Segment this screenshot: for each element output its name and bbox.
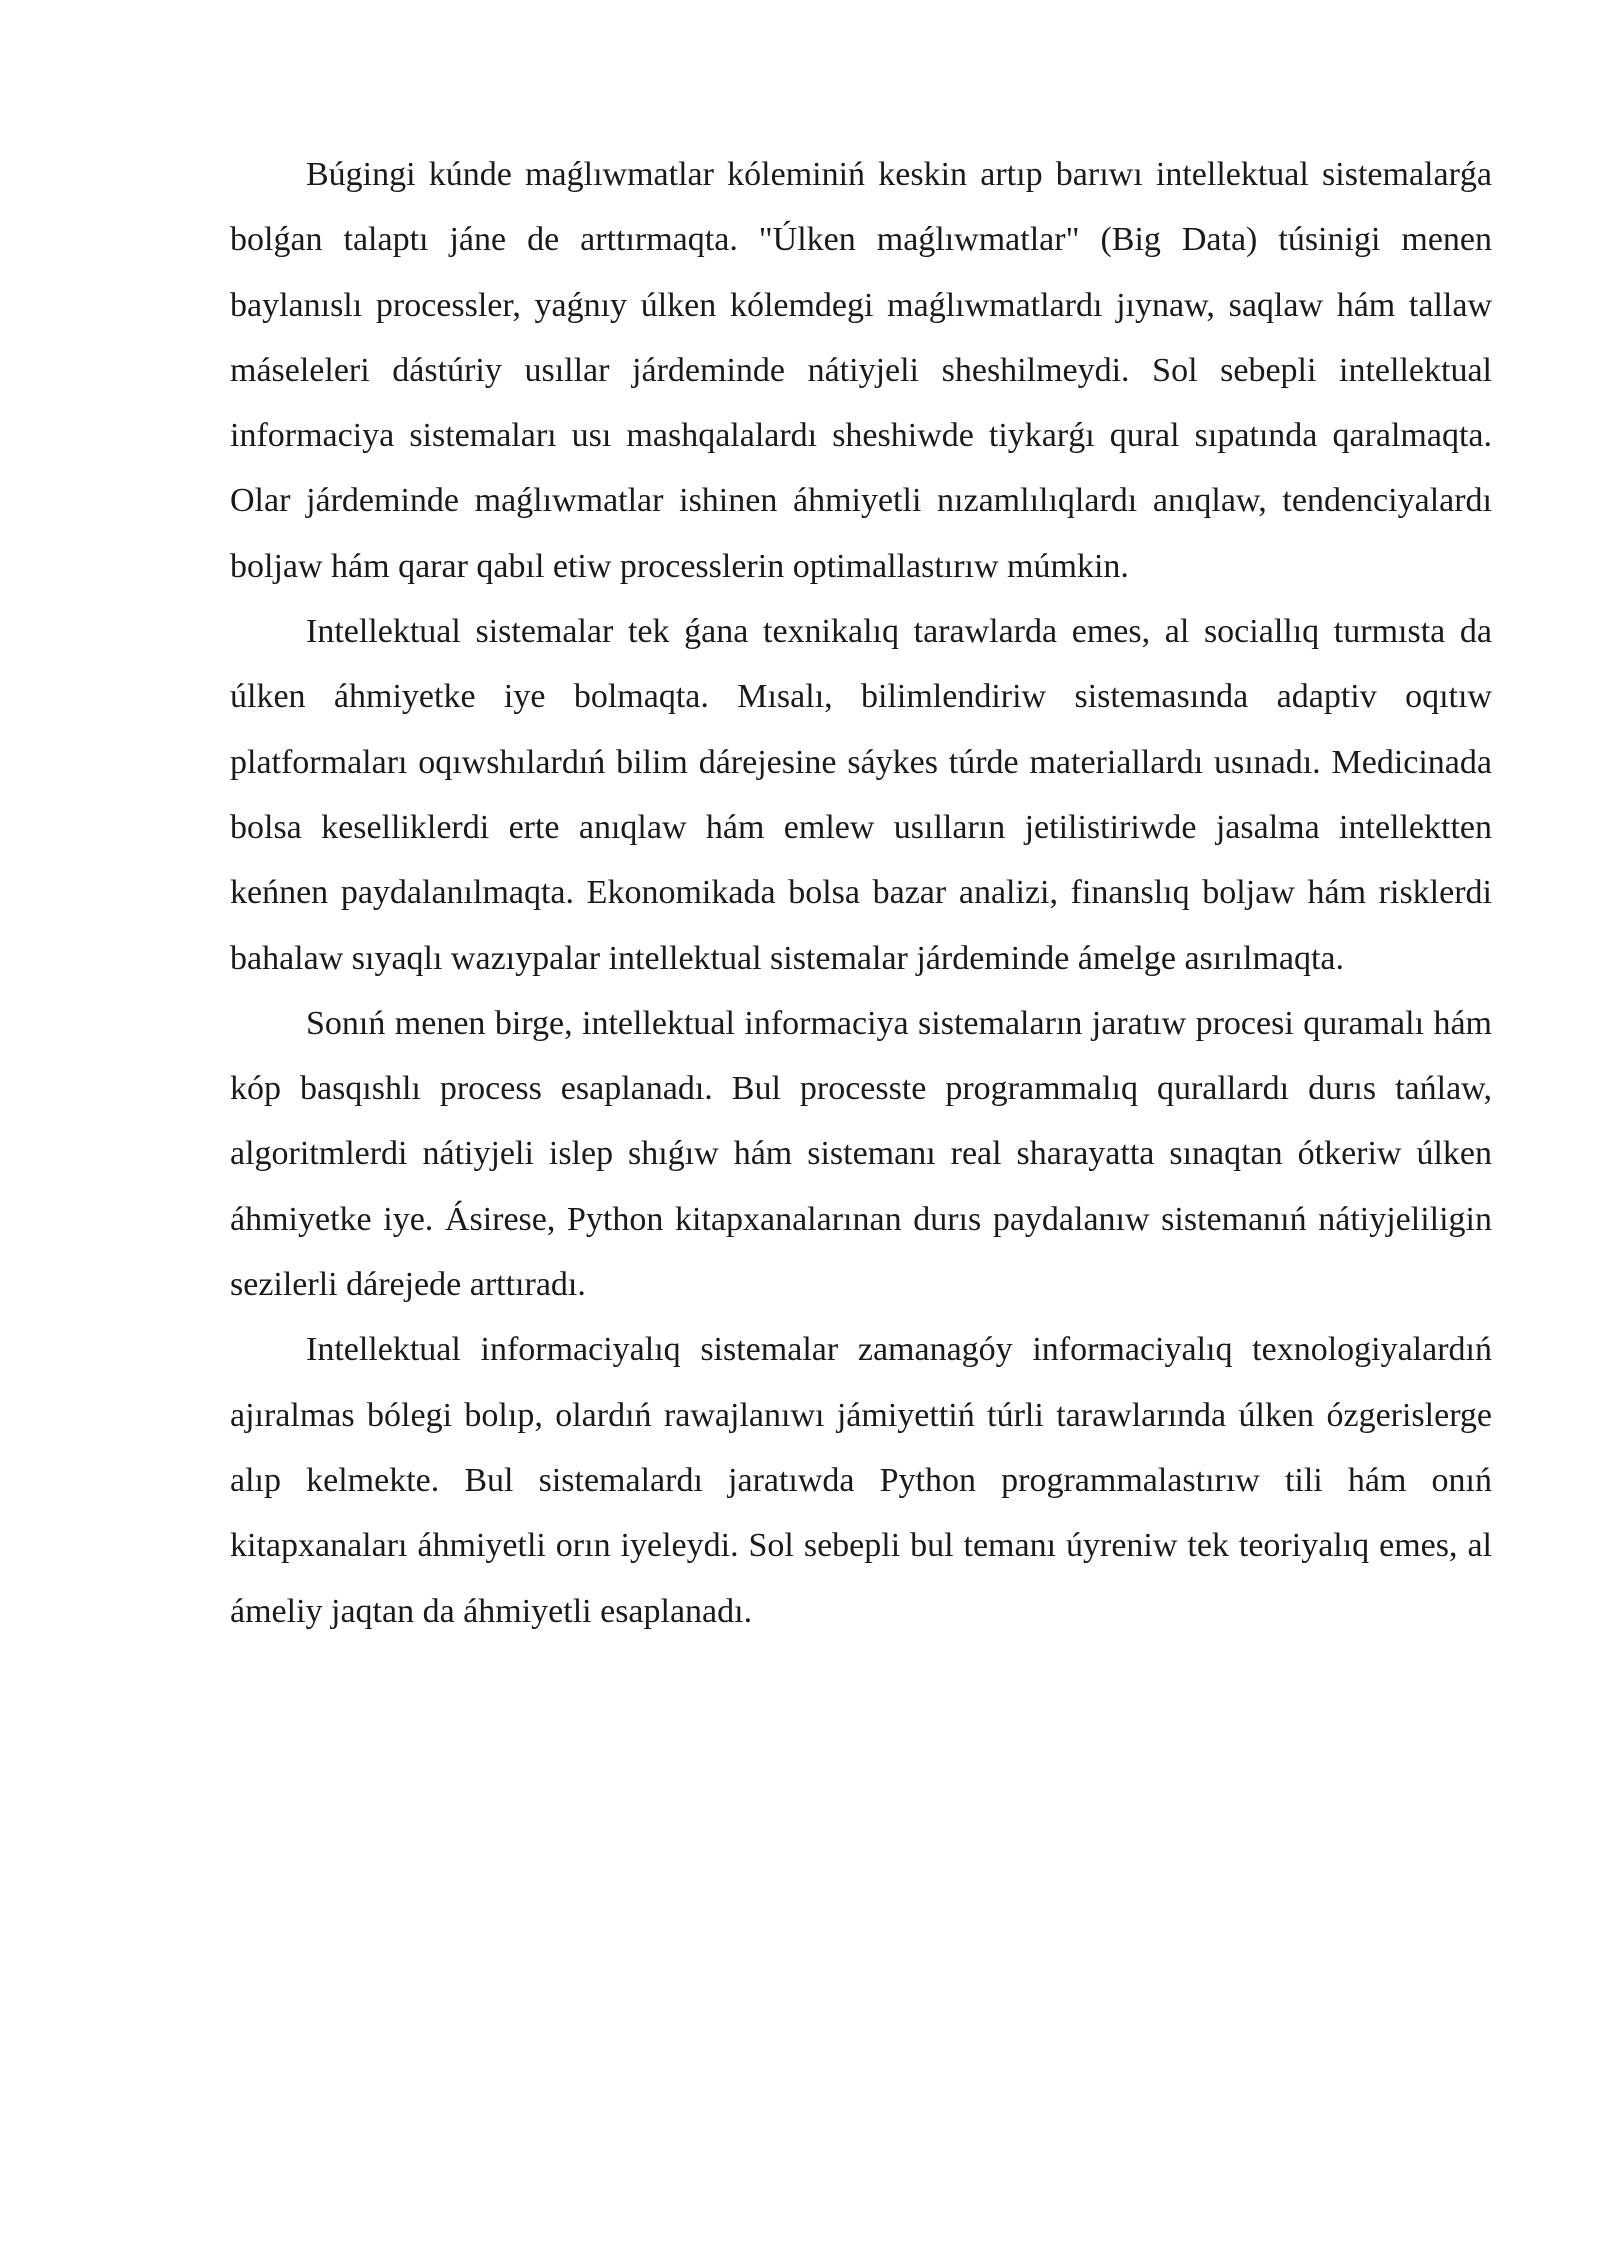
paragraph-2: Intellektual sistemalar tek ǵana texnikalıq tarawlarda emes, al sociallıq turmısta da úlken áhmiyetke iye bolmaqta. Mısalı, bilimlendiriw sistemasında adaptiv oqıtıw platformaları oqıwshılardıń bilim dárejesine sáykes túrde materiallardı usınadı. Medicinada bolsa keselliklerdi erte anıqlaw hám emlew usılların jetilistiriwde jasalma intellektten keńnen paydalanılmaqta. Ekonomikada bolsa bazar analizi, finanslıq boljaw hám risklerdi bahalaw sıyaqlı wazıypalar intellektual sistemalar járdeminde ámelge asırılmaqta. xyxy=(230,613,1492,977)
document-page xyxy=(230,142,1492,1644)
paragraph-4: Intellektual informaciyalıq sistemalar zamanagóy informaciyalıq texnologiyalardıń ajıralmas bólegi bolıp, olardıń rawajlanıwı jámiyettiń túrli tarawlarında úlken ózgerislerge alıp kelmekte. Bul sistemalardı jaratıwda Python programmalastırıw tili hám onıń kitapxanaları áhmiyetli orın iyeleydi. Sol sebepli bul temanı úyreniw tek teoriyalıq emes, al ámeliy jaqtan da áhmiyetli esaplanadı. xyxy=(230,1331,1492,1630)
paragraph-3: Sonıń menen birge, intellektual informaciya sistemaların jaratıw procesi quramalı hám kóp basqıshlı process esaplanadı. Bul processte programmalıq qurallardı durıs tańlaw, algoritmlerdi nátiyjeli islep shıǵıw hám sistemanı real sharayatta sınaqtan ótkeriw úlken áhmiyetke iye. Ásirese, Python kitapxanalarınan durıs paydalanıw sistemanıń nátiyjeliligin sezilerli dárejede arttıradı. xyxy=(230,1004,1492,1304)
paragraph-1: Búgingi kúnde maǵlıwmatlar kóleminiń keskin artıp barıwı intellektual sistemalarǵa bolǵan talaptı jáne de arttırmaqta. "Úlken maǵlıwmatlar" (Big Data) túsinigi menen baylanıslı processler, yaǵnıy úlken kólemdegi maǵlıwmatlardı jıynaw, saqlaw hám tallaw máseleleri dástúriy usıllar járdeminde nátiyjeli sheshilmeydi. Sol sebepli intellektual informaciya sistemaları usı mashqalalardı sheshiwde tiykarǵı qural sıpatında qaralmaqta. Olar járdeminde maǵlıwmatlar ishinen áhmiyetli nızamlılıqlardı anıqlaw, tendenciyalardı boljaw hám qarar qabıl etiw processlerin optimallastırıw múmkin. xyxy=(230,156,1492,585)
